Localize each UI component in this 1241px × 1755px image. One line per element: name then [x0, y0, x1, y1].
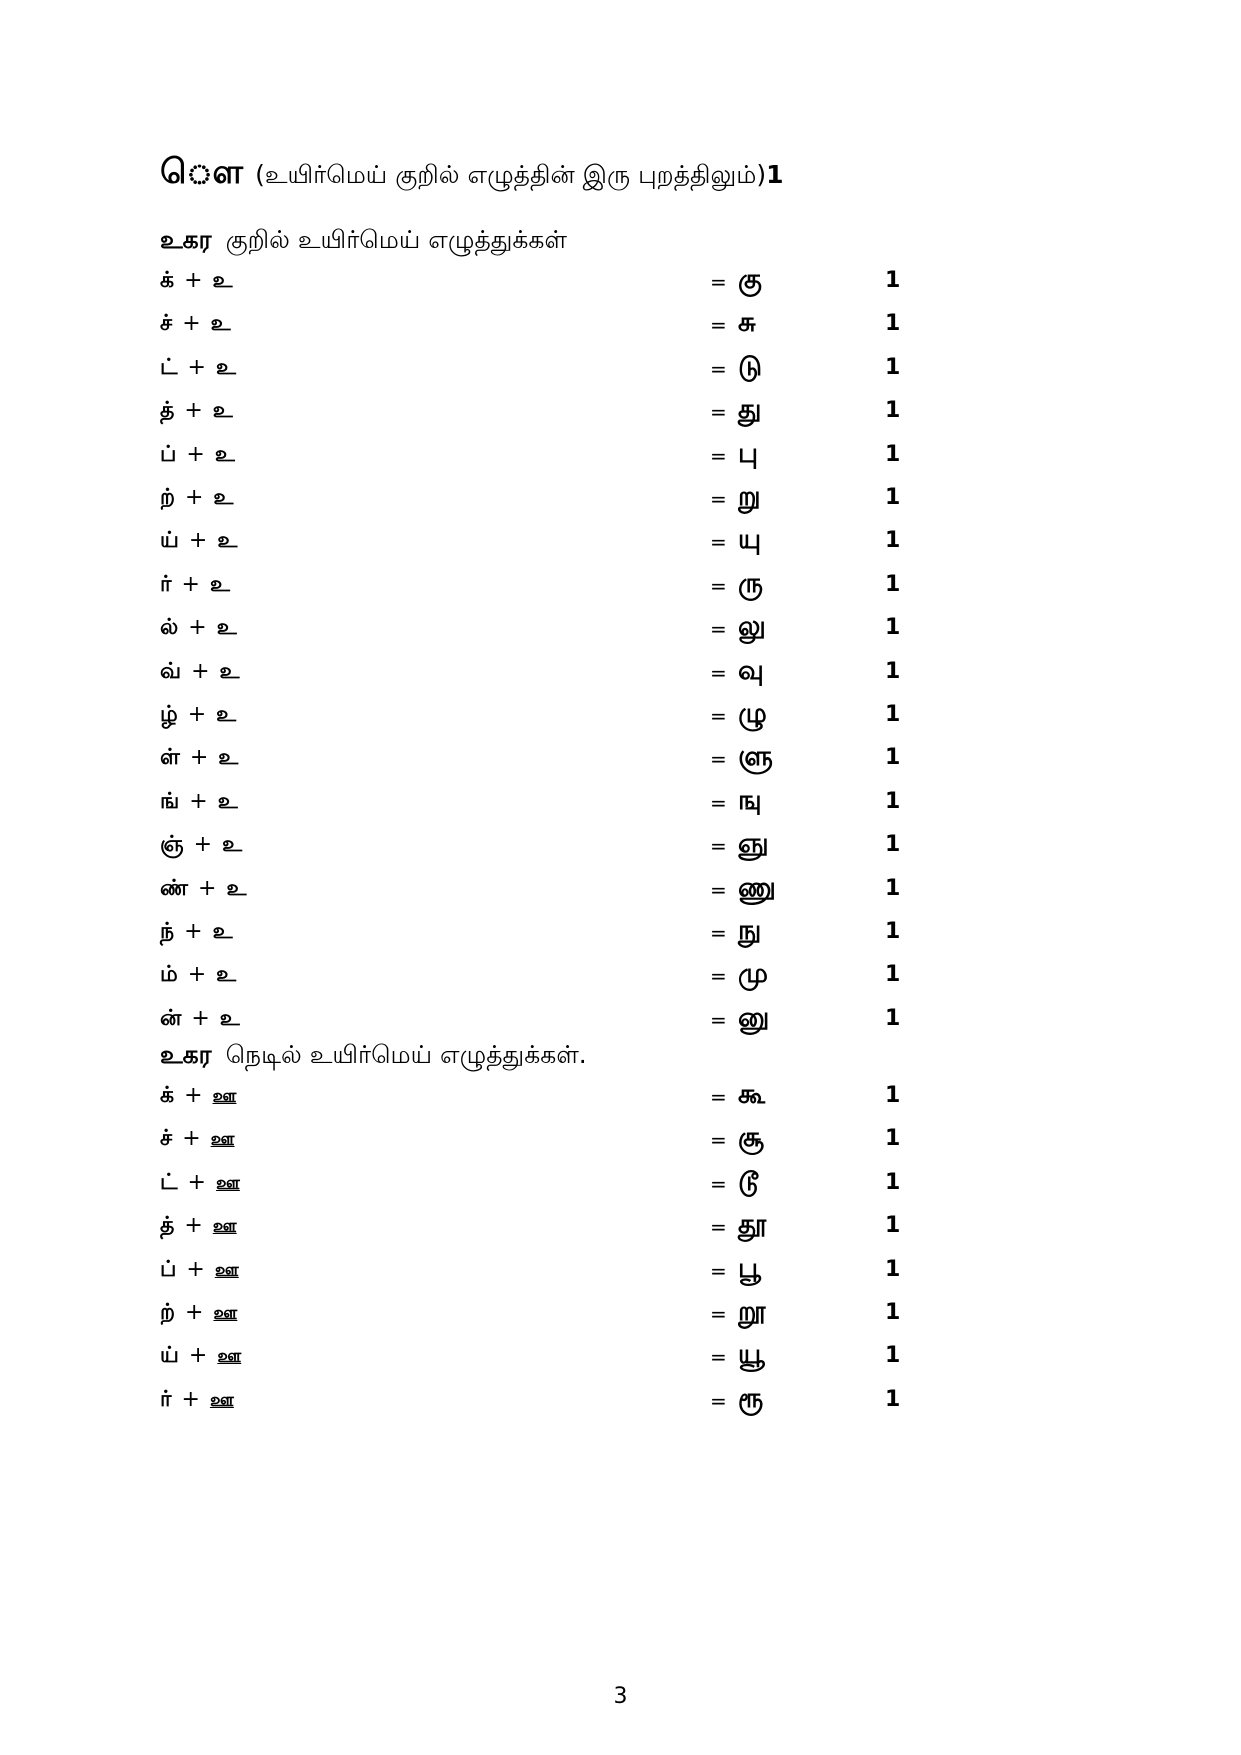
letter-combination [160, 355, 236, 383]
result-letter: டூ [738, 1166, 759, 1197]
plus-sign: + [188, 528, 208, 553]
plus-sign: + [187, 962, 207, 987]
heading-glyph: ெள [160, 152, 244, 192]
plus-sign: + [186, 442, 205, 467]
letter-count: 1 [885, 442, 901, 467]
consonant: ஞ் [160, 832, 184, 857]
letter-combination [160, 919, 233, 947]
consonant: ற் [160, 1300, 175, 1325]
letter-combination [160, 832, 242, 860]
letter-combination [160, 442, 235, 470]
letter-combination [160, 876, 246, 904]
plus-sign: + [191, 1006, 210, 1031]
letter-count: 1 [885, 1170, 901, 1195]
result-letter: நு [738, 915, 762, 946]
plus-sign: + [191, 659, 210, 684]
result-letter: லு [738, 611, 766, 642]
consonant: ண் [160, 876, 188, 901]
plus-sign: + [186, 1257, 205, 1282]
letter-count: 1 [885, 572, 901, 597]
letter-row [160, 1339, 920, 1383]
result-letter: ணு [738, 872, 776, 903]
letter-combination [160, 962, 236, 990]
letter-row [160, 741, 920, 785]
equals-sign: = [710, 704, 727, 728]
letter-combination [160, 572, 230, 600]
consonant: ழ் [160, 702, 178, 727]
consonant: ச் [160, 311, 173, 336]
consonant: ய் [160, 1343, 179, 1368]
result-letter: வு [738, 655, 764, 686]
vowel: உ [210, 311, 231, 336]
letter-row [160, 1079, 920, 1123]
vowel: உ [216, 615, 237, 640]
plus-sign: + [184, 1213, 203, 1238]
letter-combination [160, 1300, 237, 1328]
letter-row [160, 915, 920, 959]
letter-row [160, 958, 920, 1002]
letter-combination [160, 398, 233, 426]
equals-sign: = [710, 1172, 727, 1196]
vowel: உ [226, 876, 247, 901]
letter-combination [160, 1387, 234, 1415]
vowel: உ [217, 789, 238, 814]
result-letter: மு [738, 958, 768, 989]
consonant: க் [160, 1083, 175, 1108]
result-letter: ரு [738, 568, 764, 599]
result-letter: று [738, 481, 761, 512]
result-letter: ழு [738, 698, 767, 729]
letter-combination [160, 311, 231, 339]
plus-sign: + [193, 832, 213, 857]
letter-combination [160, 1006, 240, 1034]
letter-row [160, 828, 920, 872]
vowel: உ [212, 919, 233, 944]
letter-combination [160, 1170, 240, 1198]
result-letter: பு [738, 438, 759, 469]
letter-count: 1 [885, 702, 901, 727]
equals-sign: = [710, 1128, 727, 1152]
letter-count: 1 [885, 615, 901, 640]
letter-row [160, 1209, 920, 1253]
consonant: க் [160, 268, 175, 293]
equals-sign: = [710, 530, 727, 554]
letter-count: 1 [885, 1300, 901, 1325]
plus-sign: + [184, 919, 203, 944]
letter-combination [160, 1257, 239, 1285]
consonant: ட் [160, 1170, 178, 1195]
letter-combination [160, 485, 233, 513]
plus-sign: + [198, 876, 217, 901]
result-letter: சூ [738, 1122, 764, 1153]
letter-row [160, 568, 920, 612]
result-letter: யூ [738, 1339, 765, 1370]
vowel: ஊ [209, 1389, 234, 1411]
letter-count: 1 [885, 398, 901, 423]
letter-combination [160, 1343, 241, 1371]
letter-row [160, 698, 920, 742]
letter-count: 1 [885, 919, 901, 944]
letter-row [160, 872, 920, 916]
letter-row [160, 394, 920, 438]
result-letter: ளு [738, 741, 773, 772]
plus-sign: + [189, 745, 209, 770]
letter-row [160, 1122, 920, 1166]
letter-combination [160, 789, 238, 817]
vowel: உ [212, 398, 233, 423]
vowel: உ [216, 962, 237, 987]
letter-count: 1 [885, 1213, 901, 1238]
vowel: உ [216, 702, 237, 727]
letter-count: 1 [885, 268, 901, 293]
plus-sign: + [189, 789, 208, 814]
letter-combination [160, 659, 239, 687]
letter-count: 1 [885, 962, 901, 987]
result-letter: டு [738, 351, 763, 382]
consonant: வ் [160, 659, 182, 684]
result-letter: து [738, 394, 762, 425]
letter-count: 1 [885, 1006, 901, 1031]
letter-row [160, 524, 920, 568]
letter-combination [160, 745, 238, 773]
letter-count: 1 [885, 1257, 901, 1282]
letter-row [160, 438, 920, 482]
letter-combination [160, 1083, 236, 1111]
letter-row [160, 1383, 920, 1427]
equals-sign: = [710, 357, 727, 381]
vowel: உ [213, 485, 234, 510]
plus-sign: + [187, 355, 206, 380]
result-letter: பூ [738, 1253, 761, 1284]
letter-count: 1 [885, 311, 901, 336]
consonant: ர் [160, 572, 172, 597]
equals-sign: = [710, 964, 727, 988]
vowel: உ [218, 745, 239, 770]
letter-count: 1 [885, 355, 901, 380]
letter-combination [160, 615, 237, 643]
letter-count: 1 [885, 1387, 901, 1412]
result-letter: ரூ [738, 1383, 764, 1414]
heading-count: 1 [766, 160, 784, 189]
vowel: உ [215, 355, 236, 380]
equals-sign: = [710, 400, 727, 424]
result-letter: ஞு [738, 828, 769, 859]
result-letter: றூ [738, 1296, 766, 1327]
equals-sign: = [710, 661, 727, 685]
letter-row [160, 1253, 920, 1297]
heading-note: (உயிர்மெய் குறில் எழுத்தின் இரு புறத்திலும்) [255, 160, 767, 189]
equals-sign: = [710, 444, 727, 468]
section-title-bold: உகர [160, 225, 212, 254]
section-title [160, 1040, 587, 1073]
letter-row [160, 481, 920, 525]
equals-sign: = [710, 1389, 727, 1413]
consonant: ய் [160, 528, 179, 553]
equals-sign: = [710, 1215, 727, 1239]
equals-sign: = [710, 921, 727, 945]
page-heading [160, 152, 784, 196]
equals-sign: = [710, 791, 727, 815]
equals-sign: = [710, 1345, 727, 1369]
page-number: 3 [613, 1684, 628, 1709]
section-title-text: குறில் உயிர்மெய் எழுத்துக்கள் [225, 225, 567, 254]
equals-sign: = [710, 617, 727, 641]
letter-count: 1 [885, 485, 901, 510]
consonant: த் [160, 398, 175, 423]
equals-sign: = [710, 487, 727, 511]
letter-combination [160, 702, 236, 730]
letter-row [160, 1166, 920, 1210]
equals-sign: = [710, 1302, 727, 1326]
consonant: ட் [160, 355, 178, 380]
letter-count: 1 [885, 1083, 901, 1108]
vowel: ஊ [213, 1302, 238, 1324]
letter-combination [160, 1213, 237, 1241]
letter-row [160, 611, 920, 655]
letter-count: 1 [885, 876, 901, 901]
letter-count: 1 [885, 832, 901, 857]
vowel: ஊ [214, 1259, 239, 1281]
plus-sign: + [184, 485, 204, 510]
vowel: உ [212, 268, 233, 293]
plus-sign: + [184, 398, 203, 423]
consonant: ப் [160, 1257, 177, 1282]
plus-sign: + [187, 1170, 206, 1195]
vowel: உ [217, 528, 238, 553]
consonant: த் [160, 1213, 175, 1238]
plus-sign: + [188, 1343, 208, 1368]
plus-sign: + [182, 1126, 201, 1151]
consonant: ன் [160, 1006, 182, 1031]
result-letter: ஙு [738, 785, 762, 816]
letter-row [160, 785, 920, 829]
plus-sign: + [184, 268, 203, 293]
vowel: ஊ [217, 1345, 242, 1367]
equals-sign: = [710, 1085, 727, 1109]
vowel: ஊ [210, 1128, 235, 1150]
result-letter: சு [738, 307, 756, 338]
letter-count: 1 [885, 1343, 901, 1368]
equals-sign: = [710, 574, 727, 598]
consonant: ற் [160, 485, 175, 510]
equals-sign: = [710, 313, 727, 337]
section-title [160, 225, 567, 258]
vowel: உ [214, 442, 235, 467]
plus-sign: + [182, 311, 201, 336]
result-letter: கூ [738, 1079, 766, 1110]
equals-sign: = [710, 270, 727, 294]
section-title-text: நெடில் உயிர்மெய் எழுத்துக்கள். [225, 1040, 587, 1069]
consonant: ம் [160, 962, 178, 987]
vowel: உ [219, 659, 240, 684]
consonant: ள் [160, 745, 180, 770]
equals-sign: = [710, 747, 727, 771]
consonant: ல் [160, 615, 179, 640]
vowel: ஊ [215, 1172, 240, 1194]
equals-sign: = [710, 834, 727, 858]
equals-sign: = [710, 878, 727, 902]
plus-sign: + [187, 702, 207, 727]
result-letter: யு [738, 524, 762, 555]
vowel: உ [209, 572, 230, 597]
letter-combination [160, 528, 237, 556]
consonant: ர் [160, 1387, 172, 1412]
consonant: ங் [160, 789, 180, 814]
letter-row [160, 351, 920, 395]
letter-count: 1 [885, 789, 901, 814]
letter-row [160, 655, 920, 699]
vowel: ஊ [212, 1215, 237, 1237]
plus-sign: + [184, 1300, 204, 1325]
letter-row [160, 264, 920, 308]
plus-sign: + [181, 572, 200, 597]
consonant: ந் [160, 919, 175, 944]
letter-count: 1 [885, 1126, 901, 1151]
section-title-bold: உகர [160, 1040, 212, 1069]
letter-combination [160, 268, 232, 296]
letter-count: 1 [885, 528, 901, 553]
letter-count: 1 [885, 659, 901, 684]
letter-combination [160, 1126, 235, 1154]
equals-sign: = [710, 1008, 727, 1032]
result-letter: னு [738, 1002, 770, 1033]
result-letter: கு [738, 264, 762, 295]
consonant: ச் [160, 1126, 173, 1151]
result-letter: தூ [738, 1209, 767, 1240]
equals-sign: = [710, 1259, 727, 1283]
vowel: உ [219, 1006, 240, 1031]
plus-sign: + [184, 1083, 203, 1108]
letter-count: 1 [885, 745, 901, 770]
letter-row [160, 1296, 920, 1340]
plus-sign: + [188, 615, 207, 640]
letter-row [160, 307, 920, 351]
vowel: ஊ [212, 1085, 237, 1107]
consonant: ப் [160, 442, 177, 467]
vowel: உ [222, 832, 243, 857]
plus-sign: + [181, 1387, 200, 1412]
